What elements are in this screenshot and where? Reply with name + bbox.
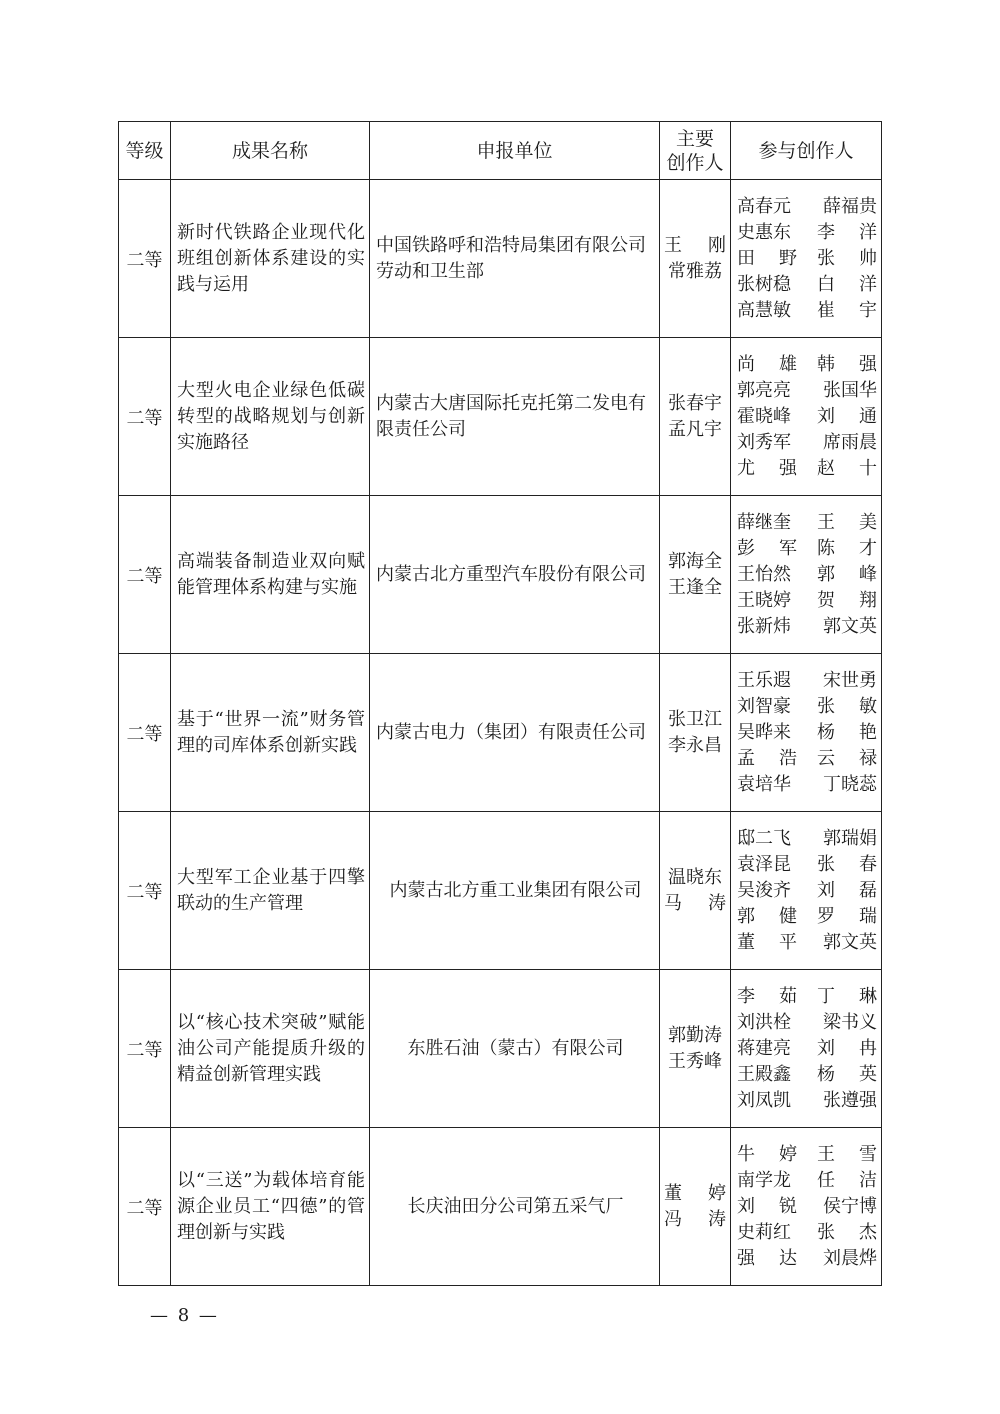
participant-name: 侯宁博 xyxy=(823,1195,877,1217)
table-row xyxy=(119,812,882,970)
cell-participants xyxy=(731,180,882,338)
participant-name: 赵十 xyxy=(817,457,877,479)
participant-pair xyxy=(737,352,877,378)
participant-pair xyxy=(737,1062,877,1088)
main-creator-name: 温晓东 xyxy=(668,866,722,888)
table-row xyxy=(119,970,882,1128)
participant-pair xyxy=(737,930,877,956)
cell-participants xyxy=(731,496,882,654)
cell-level: 二等 xyxy=(119,654,171,812)
participant-name: 尚雄 xyxy=(737,353,797,375)
participant-name: 吴晔来 xyxy=(737,721,791,743)
main-creator-name: 郭海全 xyxy=(668,550,722,572)
participant-name: 彭军 xyxy=(737,537,797,559)
participant-pair xyxy=(737,668,877,694)
participant-pair xyxy=(737,852,877,878)
participant-name: 刘智豪 xyxy=(737,695,791,717)
cell-participants xyxy=(731,1128,882,1286)
participant-name: 杨艳 xyxy=(817,721,877,743)
awards-table xyxy=(118,121,882,1286)
participant-name: 刘磊 xyxy=(817,879,877,901)
main-creator-name: 王刚 xyxy=(664,234,726,256)
main-creator-name: 冯涛 xyxy=(664,1208,726,1230)
participant-name: 杨英 xyxy=(817,1063,877,1085)
table-row xyxy=(119,1128,882,1286)
table-row xyxy=(119,180,882,338)
header-main-creator-line2: 创作人 xyxy=(666,151,724,174)
participant-name: 高春元 xyxy=(737,195,791,217)
cell-main-creators xyxy=(660,970,731,1128)
main-creator-name: 马涛 xyxy=(664,892,726,914)
participant-name: 王乐遐 xyxy=(737,669,791,691)
participant-name: 强达 xyxy=(737,1247,797,1269)
main-creator-name: 郭勤涛 xyxy=(668,1024,722,1046)
cell-main-creators xyxy=(660,812,731,970)
participant-name: 王殿鑫 xyxy=(737,1063,791,1085)
participant-name: 王晓婷 xyxy=(737,589,791,611)
header-main-creator-line1: 主要 xyxy=(675,127,714,150)
participant-name: 吴浚齐 xyxy=(737,879,791,901)
cell-level: 二等 xyxy=(119,812,171,970)
table-row xyxy=(119,496,882,654)
participant-pair xyxy=(737,272,877,298)
participant-name: 张春 xyxy=(817,853,877,875)
participant-name: 史惠东 xyxy=(737,221,791,243)
participant-pair xyxy=(737,1220,877,1246)
main-creator-name: 王秀峰 xyxy=(668,1050,722,1072)
table-row xyxy=(119,338,882,496)
participant-name: 张杰 xyxy=(817,1221,877,1243)
participant-name: 郭健 xyxy=(737,905,797,927)
participant-pair xyxy=(737,1168,877,1194)
header-title: 成果名称 xyxy=(171,122,370,180)
participant-name: 郭文英 xyxy=(823,615,877,637)
cell-title: 以“核心技术突破”赋能油公司产能提质升级的精益创新管理实践 xyxy=(171,970,370,1128)
participant-name: 李茹 xyxy=(737,985,797,1007)
participant-name: 张帅 xyxy=(817,247,877,269)
cell-participants xyxy=(731,338,882,496)
cell-unit: 内蒙古北方重型汽车股份有限公司 xyxy=(370,496,660,654)
cell-main-creators xyxy=(660,654,731,812)
participant-name: 薛福贵 xyxy=(823,195,877,217)
participant-name: 薛继奎 xyxy=(737,511,791,533)
participant-name: 任洁 xyxy=(817,1169,877,1191)
participant-name: 张新炜 xyxy=(737,615,791,637)
cell-title: 大型火电企业绿色低碳转型的战略规划与创新实施路径 xyxy=(171,338,370,496)
cell-main-creators xyxy=(660,496,731,654)
participant-pair xyxy=(737,1246,877,1272)
participant-pair xyxy=(737,1142,877,1168)
participant-pair xyxy=(737,456,877,482)
cell-unit: 长庆油田分公司第五采气厂 xyxy=(370,1128,660,1286)
participant-pair xyxy=(737,404,877,430)
participant-pair xyxy=(737,378,877,404)
participant-pair xyxy=(737,1010,877,1036)
participant-name: 田野 xyxy=(737,247,797,269)
participant-name: 张国华 xyxy=(823,379,877,401)
cell-participants xyxy=(731,654,882,812)
main-creator-name: 王逢全 xyxy=(668,576,722,598)
participant-name: 贺翔 xyxy=(817,589,877,611)
participant-pair xyxy=(737,194,877,220)
participant-pair xyxy=(737,720,877,746)
main-creator-name: 董婷 xyxy=(664,1182,726,1204)
cell-level: 二等 xyxy=(119,1128,171,1286)
cell-title: 基于“世界一流”财务管理的司库体系创新实践 xyxy=(171,654,370,812)
participant-name: 梁书义 xyxy=(823,1011,877,1033)
participant-pair xyxy=(737,746,877,772)
participant-name: 王美 xyxy=(817,511,877,533)
participant-name: 郭峰 xyxy=(817,563,877,585)
page-number: — 8 — xyxy=(150,1305,219,1326)
participant-name: 席雨晨 xyxy=(823,431,877,453)
participant-name: 尤强 xyxy=(737,457,797,479)
cell-participants xyxy=(731,812,882,970)
cell-unit: 内蒙古电力（集团）有限责任公司 xyxy=(370,654,660,812)
participant-name: 王怡然 xyxy=(737,563,791,585)
table-row xyxy=(119,654,882,812)
cell-participants xyxy=(731,970,882,1128)
header-main-creator xyxy=(660,122,731,180)
participant-pair xyxy=(737,588,877,614)
table-header-row xyxy=(119,122,882,180)
participant-pair xyxy=(737,878,877,904)
main-creator-name: 孟凡宇 xyxy=(668,418,722,440)
cell-title: 高端装备制造业双向赋能管理体系构建与实施 xyxy=(171,496,370,654)
participant-name: 白洋 xyxy=(817,273,877,295)
cell-main-creators xyxy=(660,1128,731,1286)
participant-pair xyxy=(737,904,877,930)
main-creator-name: 张卫江 xyxy=(668,708,722,730)
participant-name: 郭亮亮 xyxy=(737,379,791,401)
participant-pair xyxy=(737,430,877,456)
cell-level: 二等 xyxy=(119,970,171,1128)
participant-name: 董平 xyxy=(737,931,797,953)
participant-name: 孟浩 xyxy=(737,747,797,769)
cell-title: 以“三送”为载体培育能源企业员工“四德”的管理创新与实践 xyxy=(171,1128,370,1286)
participant-pair xyxy=(737,536,877,562)
participant-name: 刘凤凯 xyxy=(737,1089,791,1111)
participant-name: 南学龙 xyxy=(737,1169,791,1191)
main-creator-name: 李永昌 xyxy=(668,734,722,756)
participant-name: 刘洪栓 xyxy=(737,1011,791,1033)
participant-name: 刘冉 xyxy=(817,1037,877,1059)
participant-pair xyxy=(737,510,877,536)
participant-name: 云禄 xyxy=(817,747,877,769)
participant-pair xyxy=(737,1194,877,1220)
participant-name: 刘秀军 xyxy=(737,431,791,453)
participant-name: 袁泽昆 xyxy=(737,853,791,875)
main-creator-name: 常雅荔 xyxy=(668,260,722,282)
participant-name: 张树稳 xyxy=(737,273,791,295)
participant-name: 牛婷 xyxy=(737,1143,797,1165)
participant-name: 高慧敏 xyxy=(737,299,791,321)
participant-name: 崔宇 xyxy=(817,299,877,321)
participant-name: 李洋 xyxy=(817,221,877,243)
participant-pair xyxy=(737,1036,877,1062)
participant-name: 王雪 xyxy=(817,1143,877,1165)
participant-pair xyxy=(737,562,877,588)
cell-title: 大型军工企业基于四擎联动的生产管理 xyxy=(171,812,370,970)
participant-pair xyxy=(737,694,877,720)
cell-main-creators xyxy=(660,180,731,338)
cell-unit: 中国铁路呼和浩特局集团有限公司劳动和卫生部 xyxy=(370,180,660,338)
participant-name: 蒋建亮 xyxy=(737,1037,791,1059)
cell-unit: 内蒙古北方重工业集团有限公司 xyxy=(370,812,660,970)
participant-name: 郭瑞娟 xyxy=(823,827,877,849)
participant-name: 史莉红 xyxy=(737,1221,791,1243)
participant-name: 刘晨烨 xyxy=(823,1247,877,1269)
participant-name: 韩强 xyxy=(817,353,877,375)
cell-level: 二等 xyxy=(119,496,171,654)
cell-level: 二等 xyxy=(119,338,171,496)
header-unit: 申报单位 xyxy=(370,122,660,180)
participant-pair xyxy=(737,246,877,272)
header-participants: 参与创作人 xyxy=(731,122,882,180)
participant-name: 郭文英 xyxy=(823,931,877,953)
cell-title: 新时代铁路企业现代化班组创新体系建设的实践与运用 xyxy=(171,180,370,338)
participant-name: 罗瑞 xyxy=(817,905,877,927)
participant-name: 霍晓峰 xyxy=(737,405,791,427)
cell-unit: 内蒙古大唐国际托克托第二发电有限责任公司 xyxy=(370,338,660,496)
participant-name: 邸二飞 xyxy=(737,827,791,849)
participant-name: 丁晓蕊 xyxy=(823,773,877,795)
participant-name: 丁琳 xyxy=(817,985,877,1007)
participant-name: 张敏 xyxy=(817,695,877,717)
participant-pair xyxy=(737,614,877,640)
participant-name: 刘通 xyxy=(817,405,877,427)
cell-unit: 东胜石油（蒙古）有限公司 xyxy=(370,970,660,1128)
participant-name: 宋世勇 xyxy=(823,669,877,691)
main-creator-name: 张春宇 xyxy=(668,392,722,414)
cell-main-creators xyxy=(660,338,731,496)
header-level: 等级 xyxy=(119,122,171,180)
cell-level: 二等 xyxy=(119,180,171,338)
participant-pair xyxy=(737,1088,877,1114)
participant-name: 刘锐 xyxy=(737,1195,797,1217)
participant-name: 袁培华 xyxy=(737,773,791,795)
participant-pair xyxy=(737,826,877,852)
participant-pair xyxy=(737,984,877,1010)
participant-pair xyxy=(737,220,877,246)
participant-pair xyxy=(737,298,877,324)
participant-pair xyxy=(737,772,877,798)
participant-name: 张遵强 xyxy=(823,1089,877,1111)
participant-name: 陈才 xyxy=(817,537,877,559)
